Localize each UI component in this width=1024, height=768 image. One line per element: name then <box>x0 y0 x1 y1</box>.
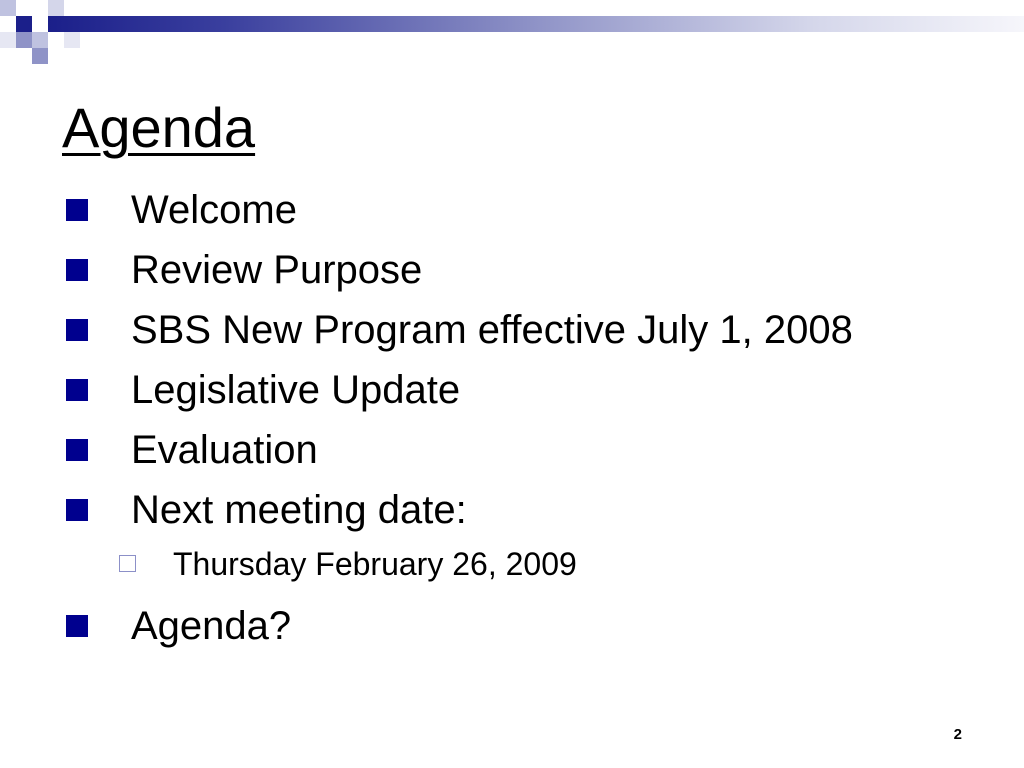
header-square-9 <box>64 32 80 48</box>
header-square-3 <box>32 0 48 16</box>
header-square-4 <box>48 0 64 16</box>
slide-number: 2 <box>953 726 962 743</box>
hollow-square-bullet-icon <box>119 555 136 572</box>
header-square-5 <box>0 32 16 48</box>
header-square-6 <box>16 32 32 48</box>
list-item-text: SBS New Program effective July 1, 2008 <box>131 308 853 352</box>
square-bullet-icon <box>66 379 88 401</box>
slide-title: Agenda <box>62 96 256 159</box>
list-item-text: Evaluation <box>131 428 318 472</box>
header-square-2 <box>16 16 32 32</box>
square-bullet-icon <box>66 439 88 461</box>
header-square-1 <box>0 0 16 16</box>
header-square-7 <box>32 32 48 48</box>
list-item-text: Next meeting date: <box>131 488 467 532</box>
header-square-8 <box>32 48 48 64</box>
list-item-text: Thursday February 26, 2009 <box>173 546 577 582</box>
list-item-text: Review Purpose <box>131 248 423 292</box>
header-gradient-bar <box>48 16 1024 32</box>
list-item-text: Legislative Update <box>131 368 461 412</box>
square-bullet-icon <box>66 259 88 281</box>
list-item-text: Welcome <box>131 188 297 232</box>
square-bullet-icon <box>66 615 88 637</box>
square-bullet-icon <box>66 499 88 521</box>
square-bullet-icon <box>66 199 88 221</box>
square-bullet-icon <box>66 319 88 341</box>
list-item-text: Agenda? <box>131 604 292 648</box>
